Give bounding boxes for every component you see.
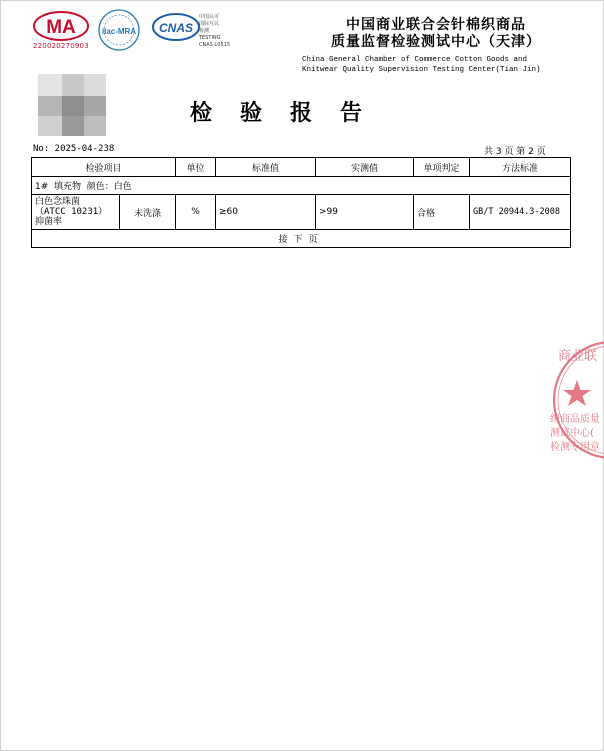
continued-text: 接下页 <box>32 230 571 248</box>
cnas-accreditation-text: 中国认可 国际互认 检测 TESTING CNAS L0515 <box>199 14 230 48</box>
measured-value-cell: >99 <box>316 195 414 230</box>
sample-description: 1# 填充物 颜色：白色 <box>32 177 571 195</box>
sample-row <box>32 177 571 195</box>
cma-number: 220020270903 <box>33 42 89 50</box>
column-header-verdict: 单项判定 <box>414 158 470 177</box>
continued-row <box>32 230 571 248</box>
cnas-logo <box>152 12 200 42</box>
test-item-cell: 白色念珠菌 （ATCC 10231） 抑菌率 <box>32 195 120 230</box>
seal-line-2: 测试中心( <box>550 428 594 439</box>
column-header-measured: 实测值 <box>316 158 414 177</box>
ilac-label: ilac-MRA <box>101 27 137 36</box>
verdict-cell: 合格 <box>414 195 470 230</box>
column-header-item: 检验项目 <box>32 158 176 177</box>
org-name-en-line1: China General Chamber of Commerce Cotton Goods and <box>302 56 528 64</box>
table-header-row <box>32 158 571 177</box>
condition-cell: 未洗涤 <box>120 195 176 230</box>
report-number: No: 2025-04-238 <box>33 144 115 154</box>
seal-top-text: 商业联 <box>558 349 598 364</box>
org-name-cn-line2: 质量监督检验测试中心（天津） <box>331 34 541 50</box>
seal-line-1: 织商品质量 <box>550 414 600 425</box>
cma-label: MA <box>46 17 76 38</box>
ilac-mra-logo <box>96 8 142 52</box>
org-name-en-line2: Knitwear Quality Supervision Testing Center(Tian Jin) <box>302 66 541 74</box>
table-row <box>32 195 571 230</box>
seal-line-3: 检测专用章 <box>550 442 600 453</box>
unit-cell: % <box>176 195 216 230</box>
results-table <box>31 157 571 248</box>
inspection-seal-stamp <box>548 336 604 466</box>
report-title: 检验报告 <box>190 100 391 126</box>
method-standard-cell: GB/T 20944.3-2008 <box>470 195 571 230</box>
seal-star-icon <box>563 380 591 406</box>
column-header-unit: 单位 <box>176 158 216 177</box>
standard-value-cell: ≥60 <box>216 195 316 230</box>
org-name-cn-line1: 中国商业联合会针棉织商品 <box>346 17 526 33</box>
column-header-method: 方法标准 <box>470 158 571 177</box>
cnas-label: CNAS <box>158 21 194 35</box>
blurred-logo <box>36 72 108 138</box>
page-info: 共 3 页 第 2 页 <box>484 147 546 157</box>
column-header-standard: 标准值 <box>216 158 316 177</box>
cma-logo <box>33 11 89 41</box>
